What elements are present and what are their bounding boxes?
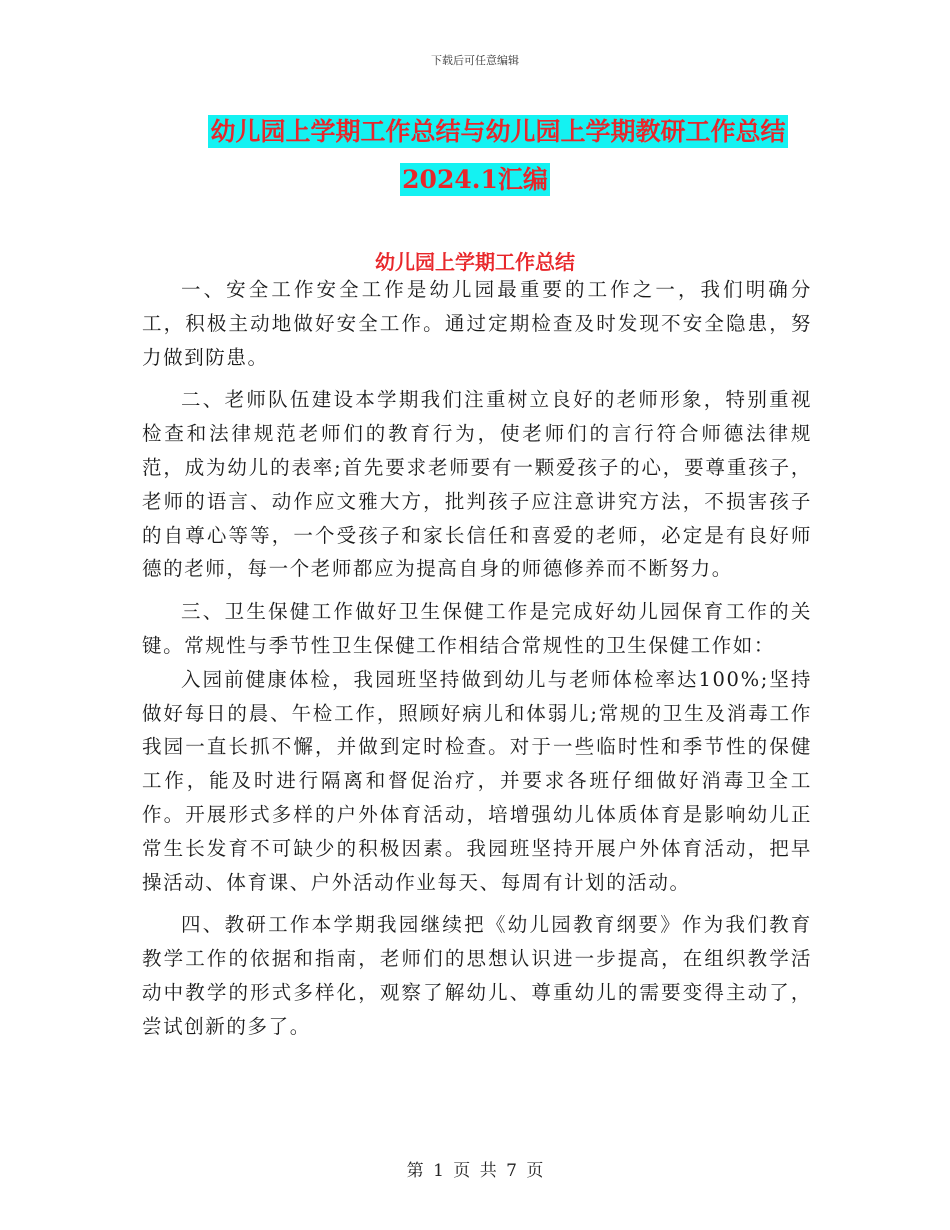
paragraph-teachers: 二、老师队伍建设本学期我们注重树立良好的老师形象，特别重视检查和法律规范老师们的教育行为，使老师们的言行符合师德法律规范，成为幼儿的表率;首先要求老师要有一颗爱孩子的心，要尊重孩子，老师的语言、动作应文雅大方，批判孩子应注意讲究方法，不损害孩子的自尊心等等，一个受孩子和家长信任和喜爱的老师，必定是有良好师德的老师，每一个老师都应为提高自身的师德修养而不断努力。 bbox=[142, 388, 812, 581]
section-title: 幼儿园上学期工作总结 bbox=[375, 250, 575, 274]
paragraph-safety: 一、安全工作安全工作是幼儿园最重要的工作之一，我们明确分工，积极主动地做好安全工作。通过定期检查及时发现不安全隐患，努力做到防患。 bbox=[142, 278, 812, 369]
paragraph-health: 三、卫生保健工作做好卫生保健工作是完成好幼儿园保育工作的关键。常规性与季节性卫生保健工作相结合常规性的卫生保健工作如： bbox=[142, 600, 812, 657]
paragraph-health-detail: 入园前健康体检，我园班坚持做到幼儿与老师体检率达100%;坚持做好每日的晨、午检工作，照顾好病儿和体弱儿;常规的卫生及消毒工作我园一直长抓不懈，并做到定时检查。对于一些临时性和季节性的保健工作，能及时进行隔离和督促治疗，并要求各班仔细做好消毒卫全工作。开展形式多样的户外体育活动，培增强幼儿体质体育是影响幼儿正常生长发育不可缺少的积极因素。我园班坚持开展户外体育活动，把早操活动、体育课、户外活动作业每天、每周有计划的活动。 bbox=[142, 667, 812, 894]
page-number: 第 1 页 共 7 页 bbox=[406, 1161, 544, 1181]
header-note: 下载后可任意编辑 bbox=[431, 54, 519, 67]
body-text bbox=[142, 273, 812, 1044]
title-line-1: 幼儿园上学期工作总结与幼儿园上学期教研工作总结 bbox=[210, 117, 786, 146]
title-line-2: 2024.1汇编 bbox=[402, 165, 548, 194]
document-title bbox=[0, 108, 950, 204]
paragraph-research: 四、教研工作本学期我园继续把《幼儿园教育纲要》作为我们教育教学工作的依据和指南，老师们的思想认识进一步提高，在组织教学活动中教学的形式多样化，观察了解幼儿、尊重幼儿的需要变得主动了，尝试创新的多了。 bbox=[142, 913, 812, 1038]
